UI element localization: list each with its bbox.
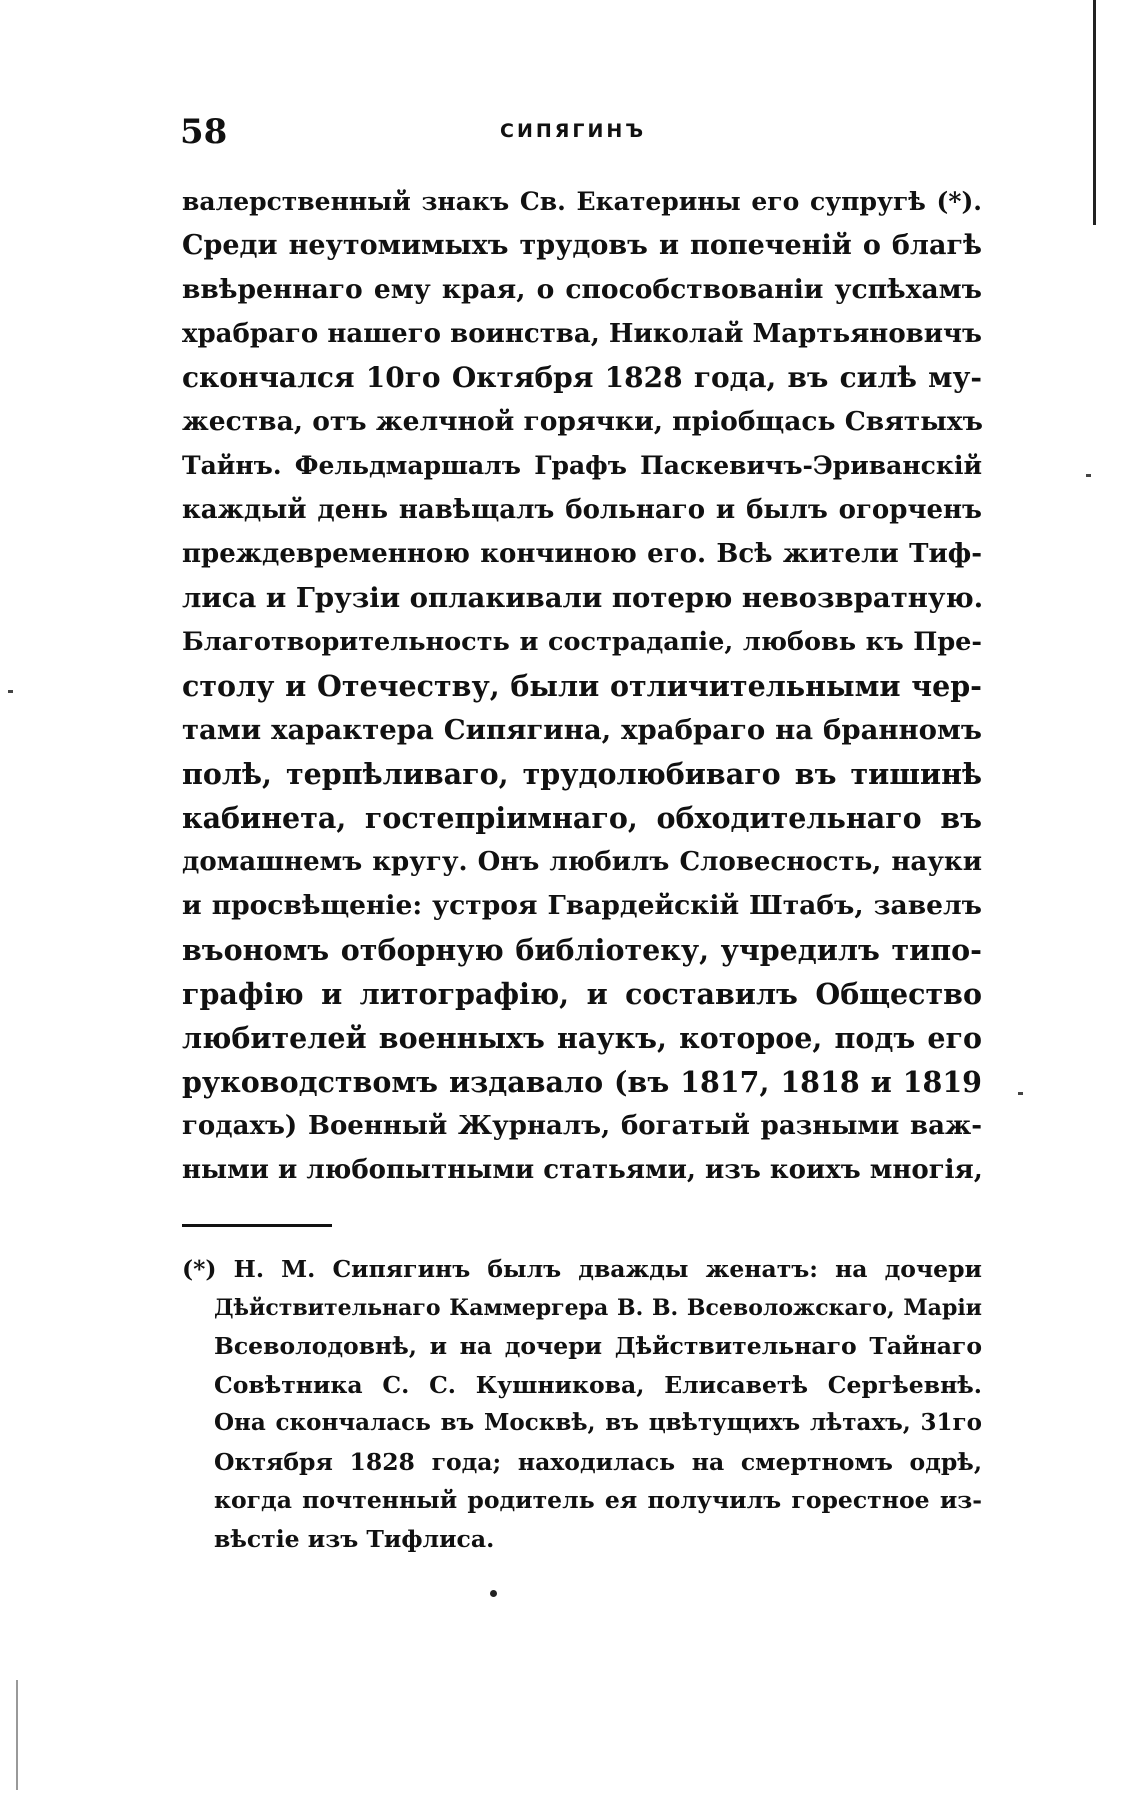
footnote-line: Октября 1828 года; находилась на смертномъ одрѣ, — [214, 1447, 982, 1476]
footnote-line: Совѣтника С. С. Кушникова, Елисаветѣ Сергѣевнѣ. — [214, 1370, 982, 1399]
body-line: Среди неутомимыхъ трудовъ и попеченій о благѣ — [182, 230, 982, 261]
body-line: преждевременною кончиною его. Всѣ жители Тиф- — [182, 539, 982, 569]
footnote-line: Она скончалась въ Москвѣ, въ цвѣтущихъ лѣтахъ, 31го — [214, 1409, 982, 1436]
page-number: 58 — [180, 112, 228, 152]
body-line: любителей военныхъ наукъ, которое, подъ его — [182, 1021, 982, 1055]
body-line: тами характера Сипягина, храбраго на бранномъ — [182, 714, 982, 746]
page-edge-line — [1093, 0, 1096, 225]
stray-ink-dot — [490, 1590, 497, 1597]
footnote — [182, 1250, 982, 1558]
body-line: жества, отъ желчной горячки, пріобщась Святыхъ — [182, 406, 983, 437]
footnote-line: Всеволодовнѣ, и на дочери Дѣйствительнаго Тайнаго — [214, 1332, 982, 1360]
body-line: каждый день навѣщалъ больнаго и былъ огорченъ — [182, 495, 982, 525]
stray-ink-mark — [1018, 1092, 1023, 1095]
page-edge-line-bottom — [16, 1680, 18, 1790]
body-line: ными и любопытными статьями, изъ коихъ многія, — [182, 1155, 983, 1185]
footnote-line: Дѣйствительнаго Каммергера В. В. Всеволожскаго, Маріи — [214, 1294, 982, 1321]
body-line: годахъ) Военный Журналъ, богатый разными важ- — [182, 1111, 982, 1141]
body-line: кабинета, гостепріимнаго, обходительнаго въ — [182, 801, 982, 835]
body-text — [182, 180, 982, 1192]
body-line: графію и литографію, и составилъ Общество — [182, 977, 982, 1011]
footnote-divider — [182, 1224, 332, 1227]
body-line: руководствомъ издавало (въ 1817, 1818 и 1819 — [182, 1065, 982, 1099]
body-line: Благотворительность и сострадапіе, любовь къ Пре- — [182, 627, 982, 657]
stray-ink-mark — [1086, 474, 1091, 477]
stray-ink-mark — [8, 690, 13, 693]
body-line: лиса и Грузіи оплакивали потерю невозвратную. — [182, 582, 984, 614]
body-line: Тайнъ. Фельдмаршалъ Графъ Паскевичъ-Эриванскій — [182, 451, 982, 480]
page-header: СИПЯГИНЪ — [500, 120, 647, 142]
body-line: домашнемъ кругу. Онъ любилъ Словесность, науки — [182, 847, 982, 877]
body-line: столу и Отечеству, были отличительными чер- — [182, 669, 982, 703]
body-line: въономъ отборную библіотеку, учредилъ типо- — [182, 933, 982, 967]
body-line: и просвѣщеніе: устроя Гвардейскій Штабъ, завелъ — [182, 890, 982, 921]
body-line: полѣ, терпѣливаго, трудолюбиваго въ тишинѣ — [182, 757, 982, 791]
body-line: храбраго нашего воинства, Николай Мартьяновичъ — [182, 319, 982, 349]
running-head — [180, 112, 982, 162]
footnote-line: когда почтенный родитель ея получилъ горестное из- — [214, 1486, 982, 1514]
footnote-line: вѣстіе изъ Тифлиса. — [214, 1524, 495, 1553]
footnote-line: (*) Н. М. Сипягинъ былъ дважды женатъ: на дочери — [182, 1255, 982, 1283]
body-line: скончался 10го Октября 1828 года, въ силѣ му- — [182, 361, 982, 394]
body-line: ввѣреннаго ему края, о способствованіи успѣхамъ — [182, 274, 982, 305]
body-line: валерственный знакъ Св. Екатерины его супругѣ (*). — [182, 187, 982, 216]
